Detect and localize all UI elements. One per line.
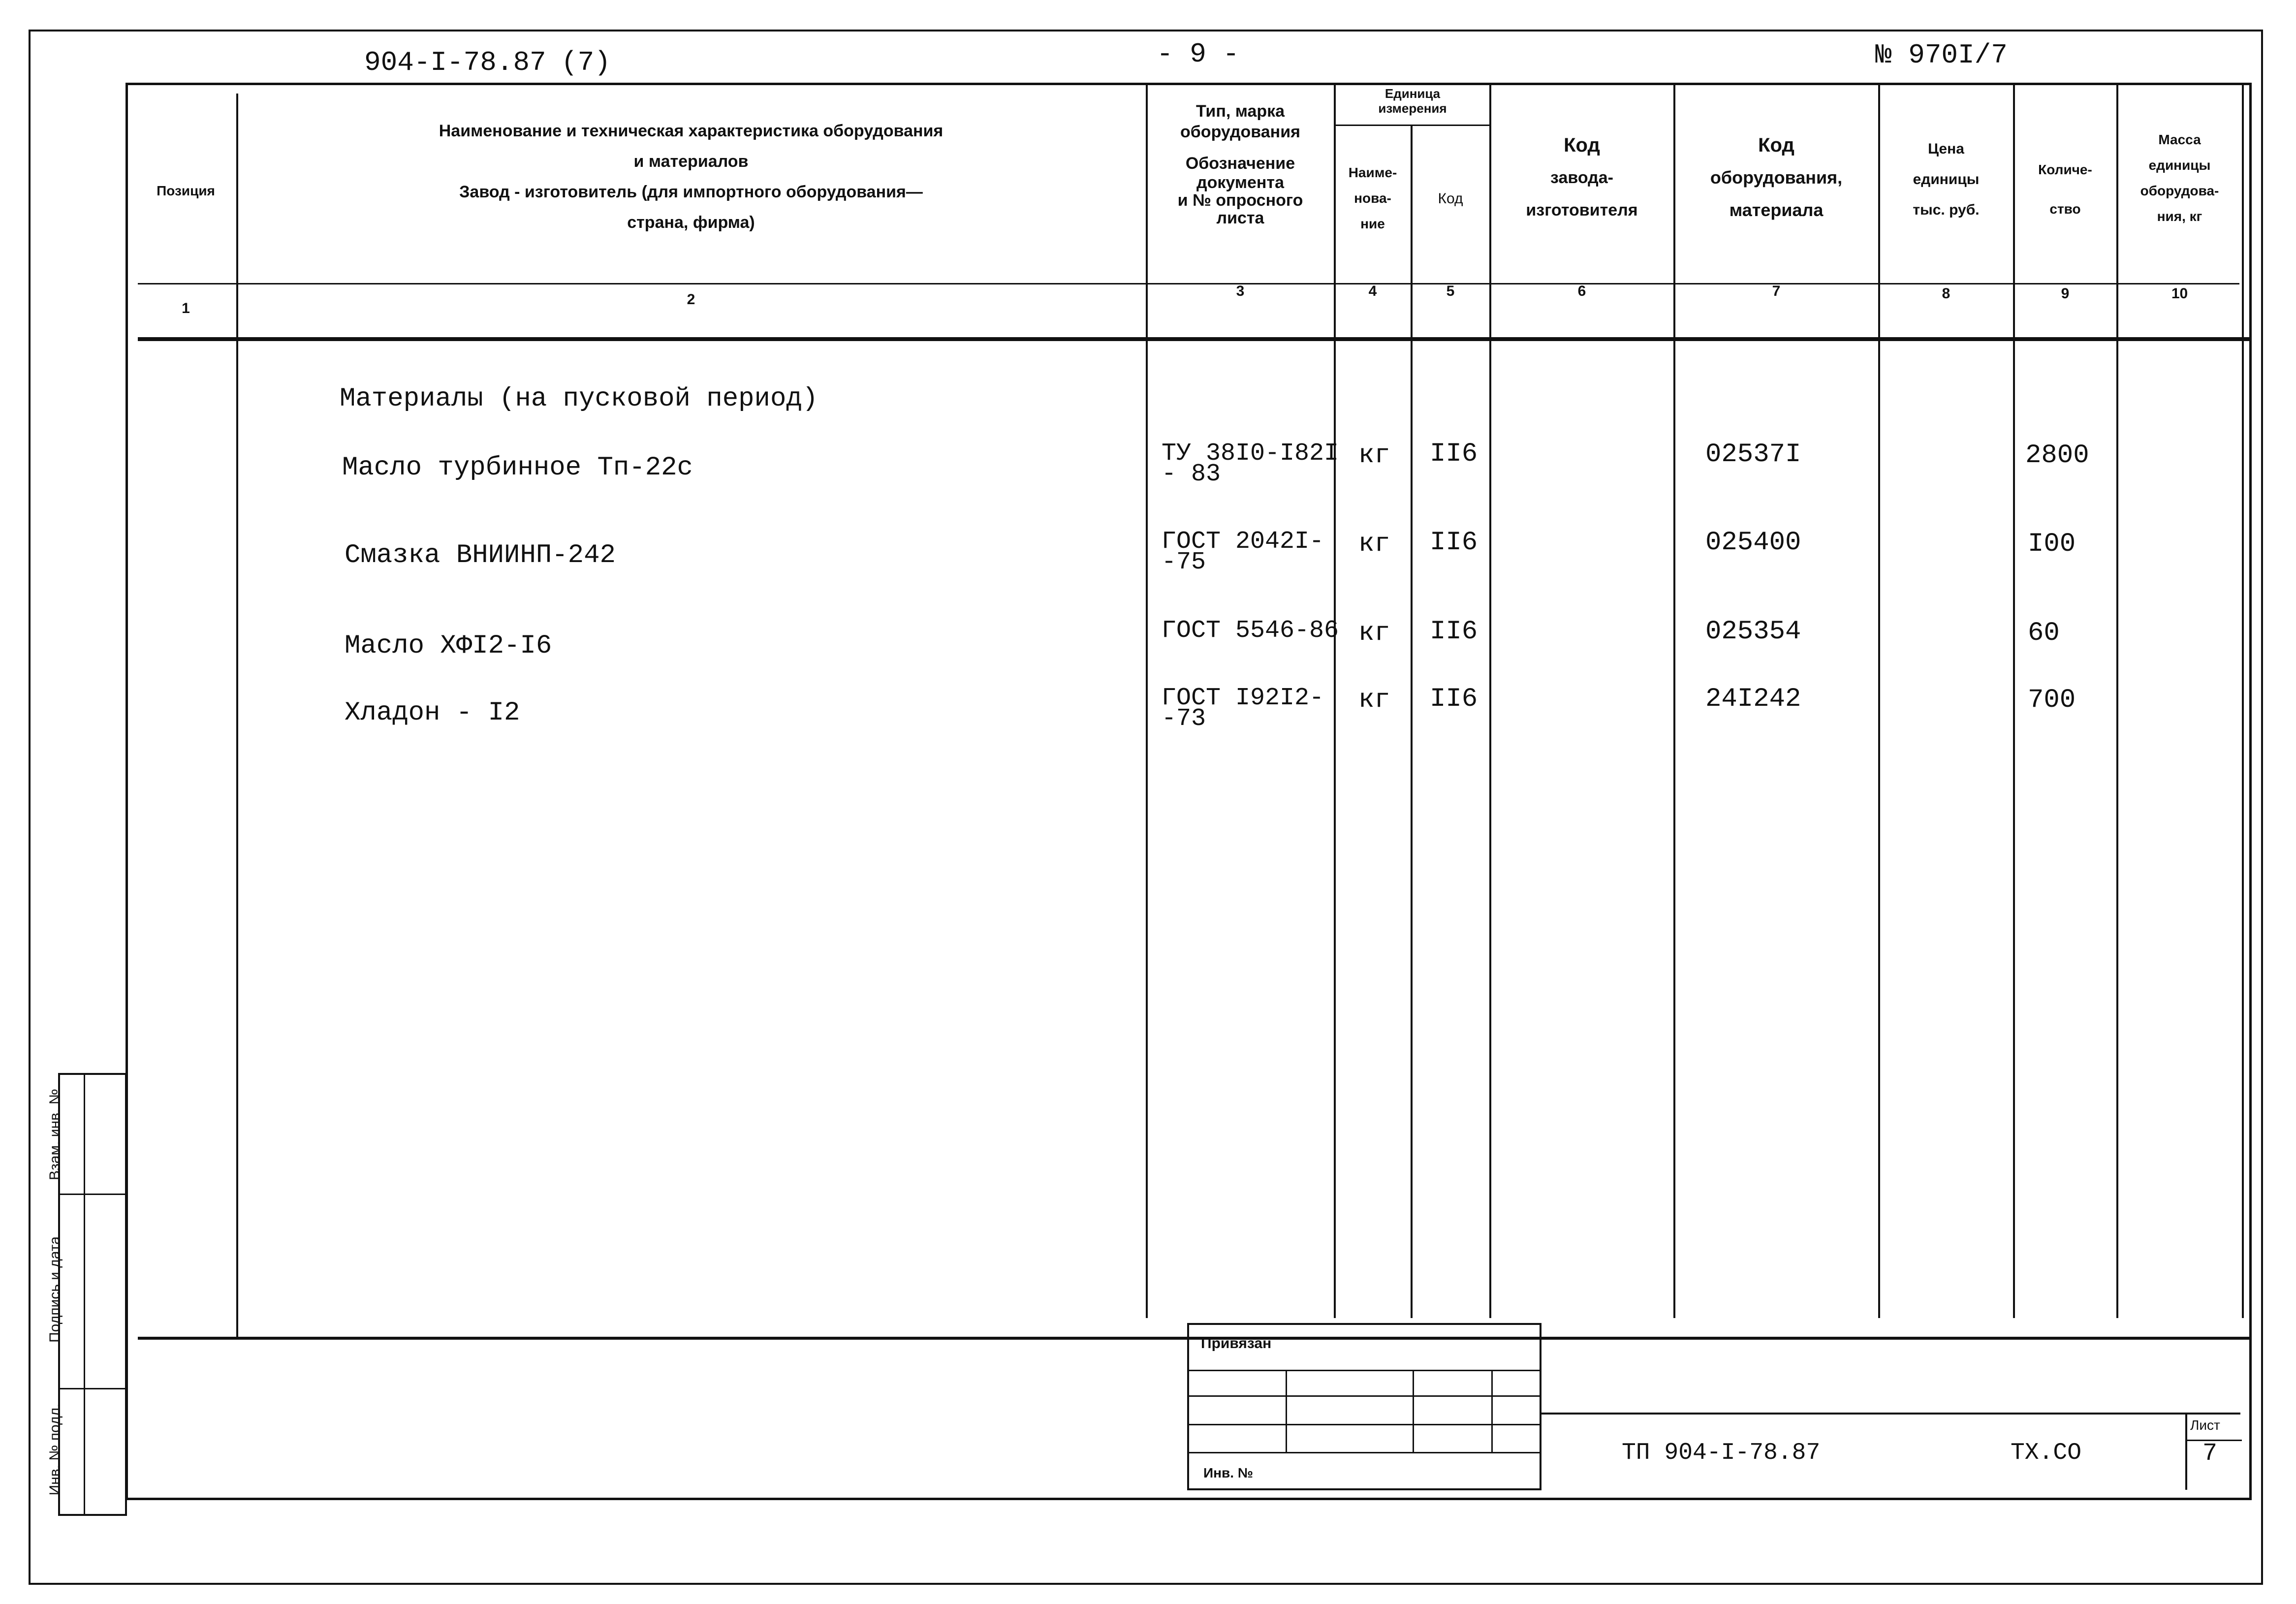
col-number: 6: [1577, 283, 1586, 299]
col-number: 3: [1236, 283, 1245, 299]
stamp-line: [1188, 1452, 1541, 1453]
stamp-line: [1413, 1370, 1414, 1453]
col3-header: [1147, 101, 1334, 227]
col10-header-line: единицы: [2148, 157, 2211, 173]
row-unit: кг: [1358, 618, 1390, 648]
col-number: 7: [1772, 283, 1781, 299]
page-marker: - 9 -: [1157, 38, 1240, 70]
group-header-line: [1334, 125, 1491, 126]
col8-header: [1879, 134, 2013, 225]
side-stamp-line: [84, 1073, 85, 1516]
col-line: [1411, 126, 1413, 1318]
col6-header-line: Код: [1564, 134, 1600, 156]
unit-group-header: Единица измерения: [1378, 86, 1447, 116]
col4-header-line: Наиме-: [1348, 165, 1397, 180]
col7-header-line: оборудования,: [1710, 167, 1843, 188]
col-line: [1334, 83, 1336, 1318]
row-material-code: 02537I: [1705, 440, 1801, 470]
podpis-label: Подпись и дата: [47, 1236, 63, 1343]
col7-header-line: Код: [1758, 134, 1794, 156]
side-stamp: [58, 1073, 127, 1516]
col9-header-line: Количе-: [2038, 162, 2092, 177]
row-doc-line2: -73: [1162, 705, 1206, 733]
col2-header-line: Наименование и техническая характеристика оборудования: [439, 122, 944, 140]
col-line: [1489, 83, 1491, 1318]
row-unit: кг: [1358, 529, 1390, 559]
col3-header-line: и № опросного: [1177, 191, 1303, 210]
row-unit-code: II6: [1430, 439, 1478, 469]
col-number: 10: [2171, 285, 2188, 302]
col2-header: [236, 116, 1146, 238]
project-code: ТП 904-I-78.87: [1622, 1440, 1821, 1466]
col-number: 9: [2061, 285, 2070, 302]
col-number: 4: [1368, 283, 1377, 299]
col-number: 8: [1942, 285, 1950, 302]
side-stamp-line: [58, 1194, 127, 1195]
col10-header-line: ния, кг: [2157, 209, 2202, 224]
col-line: [1673, 83, 1675, 1318]
inv-no-label: Инв. №: [1203, 1465, 1254, 1480]
section-title: Материалы (на пусковой период): [340, 384, 818, 414]
row-doc-line1: ТУ 38I0-I82I: [1162, 440, 1339, 468]
col-number: 5: [1446, 283, 1455, 299]
row-name: Масло ХФI2-I6: [345, 631, 552, 661]
row-unit: кг: [1358, 440, 1390, 471]
stamp-line: [1188, 1395, 1541, 1397]
row-doc-line2: - 83: [1162, 460, 1221, 488]
col3-header-line: Обозначение: [1185, 154, 1295, 173]
col8-header-line: Цена: [1928, 141, 1964, 157]
row-unit-code: II6: [1430, 684, 1478, 714]
col2-header-line: и материалов: [633, 152, 749, 171]
col10-header-line: оборудова-: [2140, 183, 2219, 198]
col7-header-line: материала: [1729, 200, 1824, 220]
sheet-number: 7: [2202, 1440, 2218, 1468]
col-line: [2116, 83, 2118, 1318]
row-name: Хладон - I2: [345, 698, 520, 728]
col-line: [1146, 83, 1148, 1318]
doc-code: 904-I-78.87: [364, 47, 546, 78]
row-quantity: 700: [2028, 685, 2076, 715]
col10-header-line: Масса: [2158, 132, 2201, 147]
col6-header-line: изготовителя: [1526, 201, 1638, 220]
doc-mark: ТХ.СО: [2011, 1440, 2082, 1466]
col-line: [236, 94, 238, 1339]
col-line: [1878, 83, 1880, 1318]
sheet-label: Лист: [2190, 1417, 2220, 1433]
stamp-line: [1188, 1424, 1541, 1425]
row-name: Масло турбинное Тп-22с: [342, 453, 693, 483]
stamp-line: [1491, 1370, 1493, 1453]
col5-header: Код: [1438, 190, 1463, 207]
row-quantity: 60: [2028, 618, 2060, 648]
row-material-code: 24I242: [1705, 684, 1801, 714]
vzam-label: Взам. инв. №: [47, 1089, 63, 1180]
col6-header-line: завода-: [1550, 168, 1613, 187]
col3-header-line: листа: [1216, 209, 1264, 227]
number-row-line: [138, 337, 2249, 341]
row-quantity: I00: [2028, 529, 2076, 559]
side-stamp-line: [58, 1388, 127, 1389]
row-name: Смазка ВНИИНП-242: [345, 540, 616, 570]
col6-header: [1490, 129, 1673, 226]
col3-header-line: Тип, марка: [1195, 102, 1285, 121]
row-doc-line1: ГОСТ 2042I-: [1162, 528, 1324, 556]
col7-header: [1674, 129, 1878, 226]
col4-header-line: нова-: [1354, 190, 1391, 206]
col10-header: [2117, 127, 2242, 229]
col-line: [2013, 83, 2015, 1318]
col4-header-line: ние: [1360, 216, 1385, 231]
col3-header-line: оборудования: [1180, 123, 1300, 141]
title-block-top: [1541, 1413, 2240, 1415]
col9-header-line: ство: [2049, 201, 2081, 217]
row-doc-line1: ГОСТ 5546-86: [1162, 617, 1339, 645]
stamp-line: [1188, 1370, 1541, 1371]
col-line: [2242, 83, 2244, 1318]
col8-header-line: единицы: [1913, 171, 1980, 188]
col1-header: Позиция: [157, 183, 215, 198]
col9-header: [2014, 150, 2116, 229]
col-number: 1: [182, 300, 190, 316]
row-material-code: 025400: [1705, 528, 1801, 558]
col3-header-line: документа: [1196, 173, 1284, 192]
row-doc-line2: -75: [1162, 548, 1206, 576]
row-unit: кг: [1358, 685, 1390, 715]
col4-header: [1335, 160, 1411, 237]
stamp-line: [1286, 1370, 1287, 1453]
row-doc-line1: ГОСТ I92I2-: [1162, 684, 1324, 712]
col2-header-line: страна, фирма): [627, 213, 755, 232]
col8-header-line: тыс. руб.: [1913, 202, 1980, 218]
sheet-paren: (7): [561, 47, 611, 78]
row-material-code: 025354: [1705, 617, 1801, 647]
row-quantity: 2800: [2025, 440, 2089, 471]
privyazan-label: Привязан: [1201, 1335, 1272, 1352]
order-number: № 970I/7: [1875, 39, 2008, 71]
row-unit-code: II6: [1430, 528, 1478, 558]
col2-header-line: Завод - изготовитель (для импортного оборудования—: [459, 183, 923, 201]
inv-podl-label: Инв. № подл.: [47, 1403, 63, 1496]
row-unit-code: II6: [1430, 617, 1478, 647]
col-number: 2: [687, 291, 695, 308]
